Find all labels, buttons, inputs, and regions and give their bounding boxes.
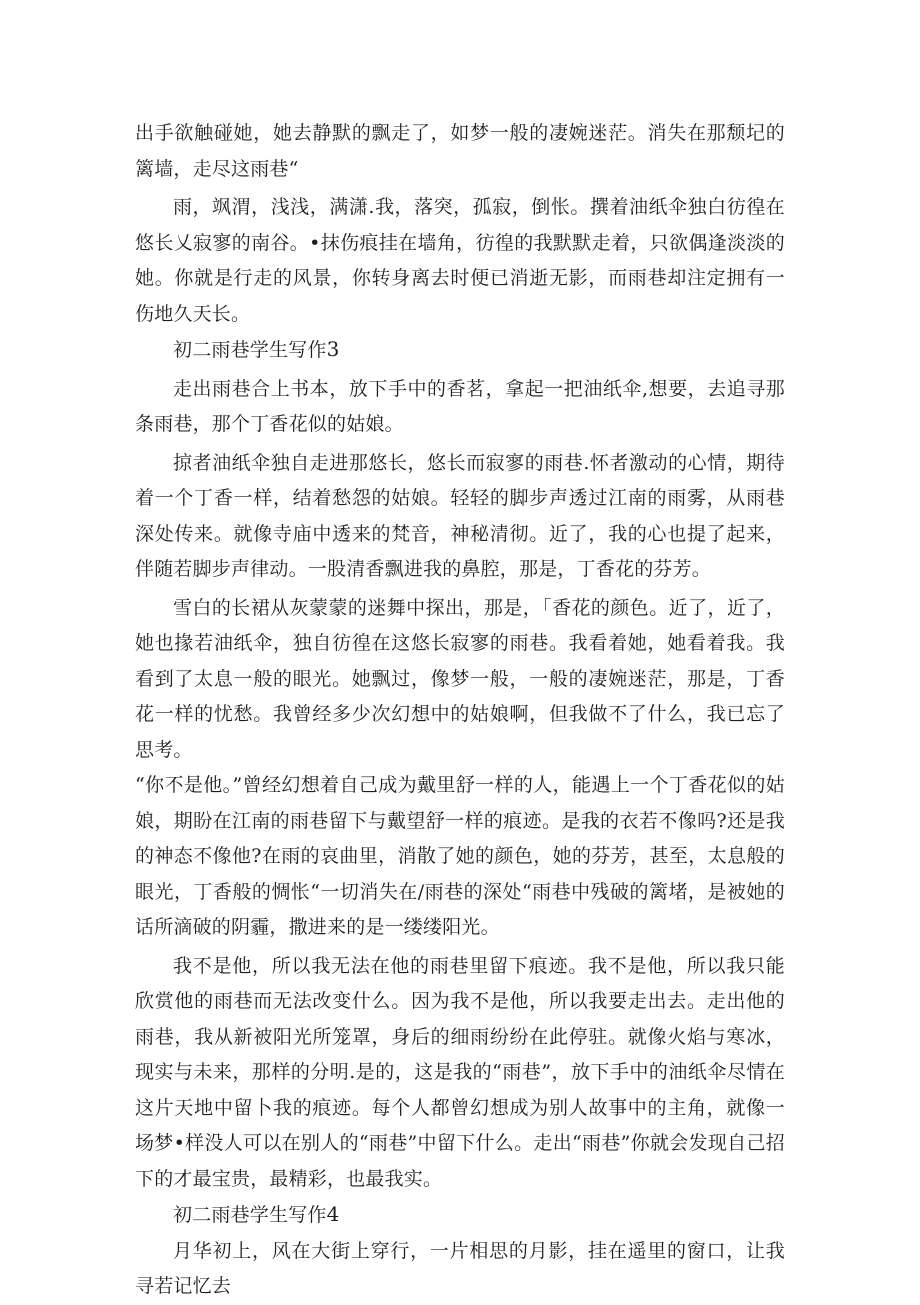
paragraph-1: 出手欲触碰她，她去静默的飘走了，如梦一般的凄婉迷茫。消失在那颓圮的篱墙，走尽这雨巷“: [135, 122, 785, 180]
document-body: [135, 116, 785, 1305]
paragraph-5: 雪白的长裙从灰蒙蒙的迷舞中探出，那是，「香花的颜色。近了，近了，她也掾若油纸伞，独自彷徨在这悠长寂寥的雨巷。我看着她，她看着我。我看到了太息一般的眼光。她飘过，像梦一般，一般的凄婉迷茫，那是，丁香花一样的忧愁。我曾经多少次幻想中的姑娘啊，但我做不了什么，我已忘了思考。: [135, 596, 785, 761]
section-heading-3-text: 初二雨巷学生写作: [173, 339, 327, 361]
section-heading-3-number: 3: [326, 337, 340, 361]
paragraph-7: 我不是他，所以我无法在他的雨巷里留下痕迹。我不是他，所以我只能欣赏他的雨巷而无法改变什么。因为我不是他，所以我要走出去。走出他的雨巷，我从新被阳光所笼罩，身后的细雨纷纷在此停驻。就像火焰与寒冰，现实与未来，那样的分明.是的，这是我的“雨巷”，放下手中的油纸伞尽情在这片天地中留卜我的痕迹。每个人都曾幻想成为别人故事中的主角，就像一场梦•样没人可以在别人的“雨巷”中留下什么。走出“雨巷”你就会发现自己招下的才最宝贵，最精彩，也最我实。: [135, 954, 785, 1190]
paragraph-6: “你不是他。”曾经幻想着自己成为戴里舒一样的人，能遇上一个丁香花似的姑娘，期盼在江南的雨巷留下与戴望舒一样的痕迹。是我的衣若不像吗?还是我的神态不像他?在雨的哀曲里，消散了她的颜色，她的芬芳，甚至，太息般的眼光，丁香般的惆怅“一切消失在/雨巷的深处“雨巷中残破的篱堵，是被她的话所滴破的阴霾，撒进来的是一缕缕阳光。: [135, 774, 785, 938]
section-heading-4: [135, 1197, 785, 1234]
section-heading-3: [135, 332, 785, 369]
section-heading-4-number: 4: [326, 1202, 340, 1226]
paragraph-2: 雨，飒渭，浅浅，满潇.我，落突，孤寂，倒怅。撰着油纸伞独白彷徨在悠长乂寂寥的南谷。•抹伤痕挂在墙角，彷徨的我默默走着，只欲偶逢淡淡的她。你就是行走的风景，你转身离去时便已消逝无影，而雨巷却注定拥有一伤地久天长。: [135, 196, 785, 325]
paragraph-8: 月华初上，风在大街上穿行，一片相思的月影，挂在遥里的窗口，让我寻若记忆去: [135, 1239, 785, 1297]
section-heading-4-text: 初二雨巷学生写作: [173, 1204, 327, 1226]
paragraph-4: 掠者油纸伞独自走进那悠长，悠长而寂寥的雨巷.怀者激动的心情，期待着一个丁香一样，结着愁怨的姑娘。轻轻的脚步声透过江南的雨雾，从雨巷深处传来。就像寺庙中透来的梵音，神秘清彻。近了，我的心也提了起来，伴随若脚步声律动。一股清香飘进我的鼻腔，那是，丁香花的芬芳。: [135, 451, 785, 580]
paragraph-3: 走出雨巷合上书本，放下手中的香茗，拿起一把油纸伞,想要，去追寻那条雨巷，那个丁香花似的姑娘。: [135, 377, 785, 435]
